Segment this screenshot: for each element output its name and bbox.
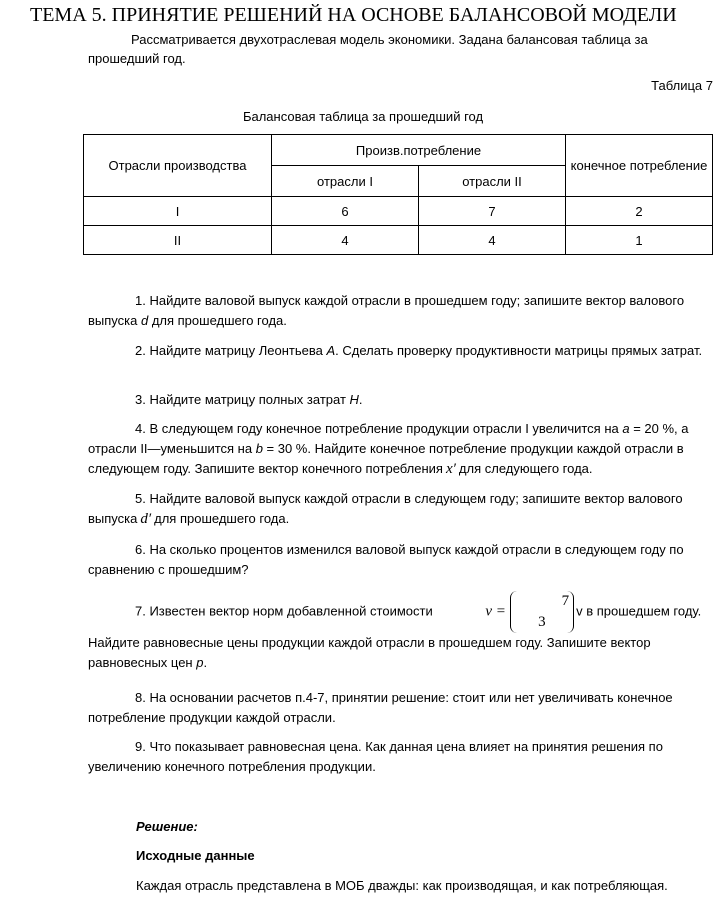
header-sector-1: отрасли I <box>272 166 419 197</box>
header-intermediate: Произв.потребление <box>272 135 566 166</box>
table-row <box>84 226 713 255</box>
cell-value: 4 <box>272 226 419 255</box>
table-header-row <box>84 135 713 166</box>
topic-heading: ТЕМА 5. ПРИНЯТИЕ РЕШЕНИЙ НА ОСНОВЕ БАЛАНСОВОЙ МОДЕЛИ <box>30 4 677 26</box>
question-7: 7. Известен вектор норм добавленной стоимости v = 7 3v в прошедшем году. Найдите равновесные цены продукции каждой отрасли в прошедшем году. Запишите вектор равновесных цен p. <box>88 593 702 670</box>
cell-sector: II <box>84 226 272 255</box>
cell-final: 1 <box>566 226 713 255</box>
table-number: Таблица 7 <box>651 78 713 93</box>
cell-value: 6 <box>272 197 419 226</box>
cell-value: 7 <box>419 197 566 226</box>
intro-paragraph: Рассматривается двухотраслевая модель экономики. Задана балансовая таблица за прошедший год. <box>88 32 648 66</box>
header-sector: Отрасли производства <box>84 135 272 197</box>
table-title: Балансовая таблица за прошедший год <box>242 109 484 124</box>
question-1: 1. Найдите валовой выпуск каждой отрасли в прошедшем году; запишите вектор валового выпуска d для прошедшего года. <box>88 293 685 328</box>
solution-heading: Решение: <box>136 819 198 834</box>
question-2: 2. Найдите матрицу Леонтьева A. Сделать проверку продуктивности матрицы прямых затрат. <box>135 343 703 358</box>
header-sector-2: отрасли II <box>419 166 566 197</box>
cell-value: 4 <box>419 226 566 255</box>
cell-sector: I <box>84 197 272 226</box>
header-final: конечное потребление <box>566 135 713 197</box>
source-data-heading: Исходные данные <box>136 848 255 863</box>
body-paragraph: Каждая отрасль представлена в МОБ дважды: как производящая, и как потребляющая. <box>136 878 668 893</box>
table-row <box>84 197 713 226</box>
question-9: 9. Что показывает равновесная цена. Как данная цена влияет на принятия решения по увеличению конечного потребления продукции. <box>88 739 663 774</box>
question-3: 3. Найдите матрицу полных затрат H. <box>135 392 363 407</box>
value-added-vector: v = 7 3 <box>438 591 574 633</box>
question-8: 8. На основании расчетов п.4-7, принятии решение: стоит или нет увеличивать конечное потребление продукции каждой отрасли. <box>88 690 673 725</box>
cell-final: 2 <box>566 197 713 226</box>
question-5: 5. Найдите валовой выпуск каждой отрасли в следующем году; запишите вектор валового выпуска d′ для прошедшего года. <box>88 491 683 527</box>
balance-table <box>83 134 713 255</box>
question-6: 6. На сколько процентов изменился валовой выпуск каждой отрасли в следующем году по сравнению с прошедшим? <box>88 542 684 577</box>
question-4: 4. В следующем году конечное потребление продукции отрасли I увеличится на a = 20 %, а отрасли II—уменьшится на b = 30 %. Найдите конечное потребление продукции каждой отрасли в следующем году. Запишите вектор конечного потребления x′ для следующего года. <box>88 421 689 477</box>
